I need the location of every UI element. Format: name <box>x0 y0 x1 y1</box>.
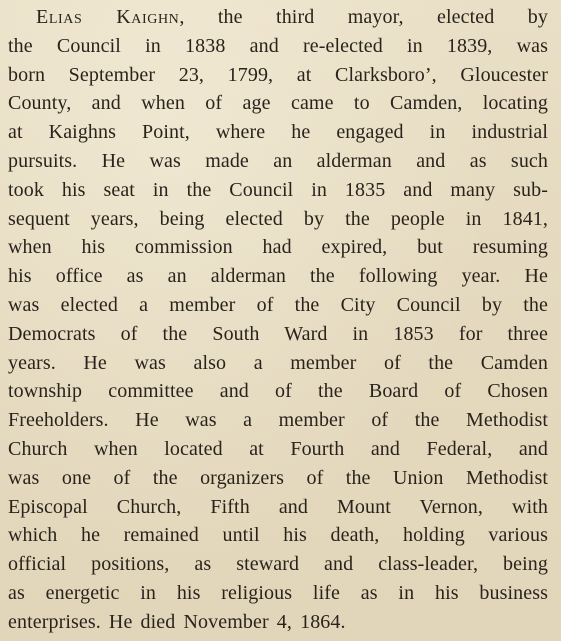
paragraph-line: which he remained until his death, holding various <box>8 524 548 547</box>
paragraph-line: when his commission had expired, but resuming <box>8 236 548 259</box>
paragraph-line: Episcopal Church, Fifth and Mount Vernon, with <box>8 495 548 518</box>
paragraph-line: township committee and of the Board of Chosen <box>8 380 548 403</box>
paragraph-line: born September 23, 1799, at Clarksboro’, Gloucester <box>8 63 548 86</box>
paragraph-line: was one of the organizers of the Union Methodist <box>8 466 548 489</box>
paragraph-line: pursuits. He was made an alderman and as such <box>8 149 548 172</box>
paragraph-line: the Council in 1838 and re-elected in 1839, was <box>8 34 548 57</box>
biography-paragraph <box>8 3 548 637</box>
first-line-text: , the third mayor, elected by <box>179 6 548 28</box>
paragraph-line: Freeholders. He was a member of the Methodist <box>8 409 548 432</box>
paragraph-line: as energetic in his religious life as in his business <box>8 581 548 604</box>
paragraph-line: enterprises. He died November 4, 1864. <box>8 610 346 633</box>
paragraph-line: sequent years, being elected by the people in 1841, <box>8 207 548 230</box>
paragraph-line: years. He was also a member of the Camden <box>8 351 548 374</box>
paragraph-line: County, and when of age came to Camden, locating <box>8 92 548 115</box>
paragraph-line: his office as an alderman the following year. He <box>8 265 548 288</box>
paragraph-line: Church when located at Fourth and Federal, and <box>8 437 548 460</box>
paragraph-line: at Kaighns Point, where he engaged in industrial <box>8 121 548 144</box>
paragraph-line: took his seat in the Council in 1835 and many sub- <box>8 178 548 201</box>
paragraph-line: was elected a member of the City Council by the <box>8 293 548 316</box>
paragraph-line: official positions, as steward and class-leader, being <box>8 553 548 576</box>
paragraph-line: Democrats of the South Ward in 1853 for three <box>8 322 548 345</box>
subject-name: Elias Kaighn <box>36 6 180 28</box>
paragraph-line <box>8 3 548 32</box>
